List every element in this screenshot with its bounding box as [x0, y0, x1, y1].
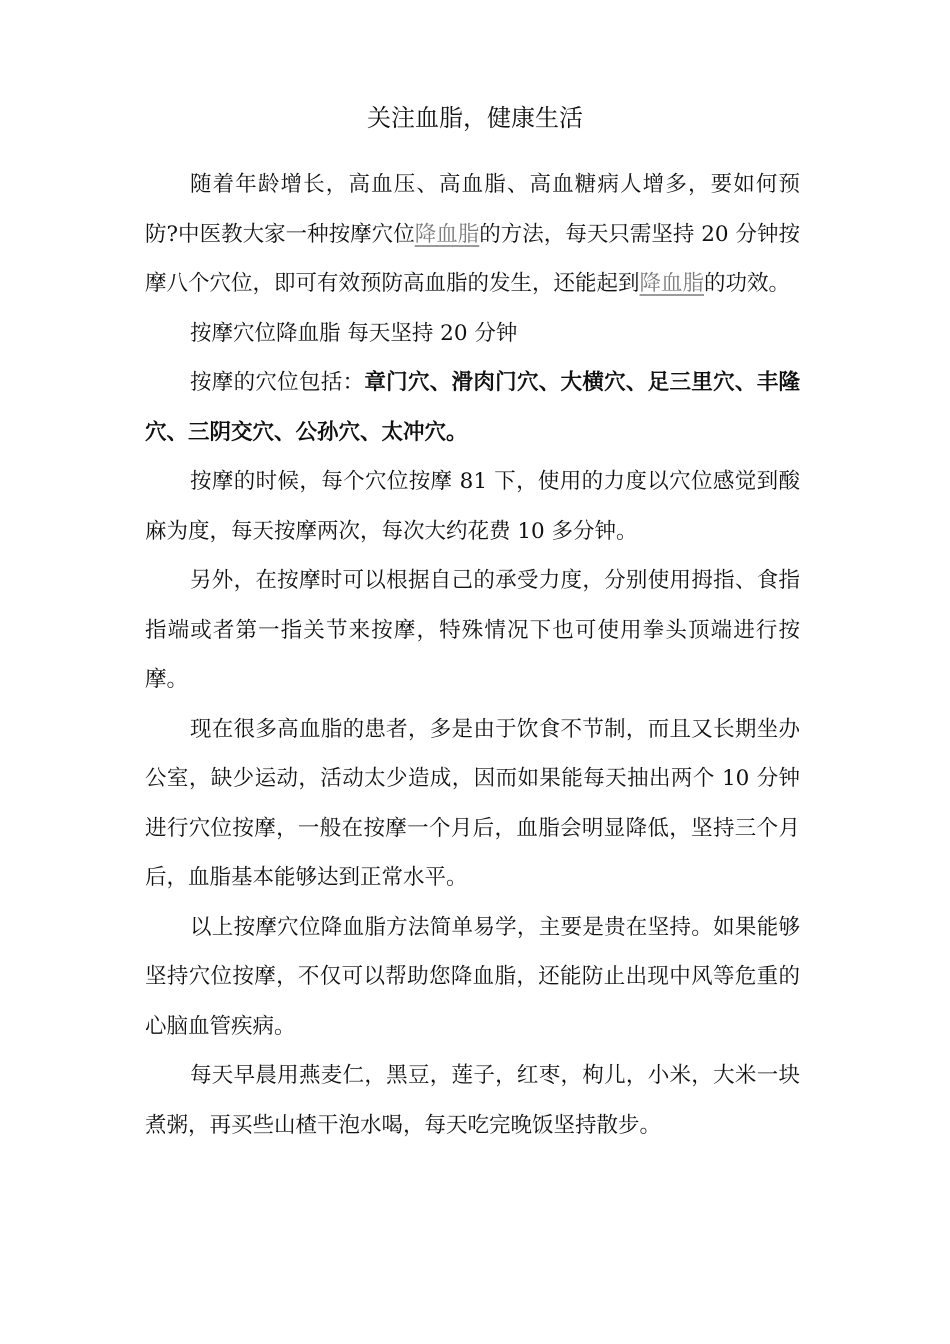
- paragraph-acupoints: [145, 358, 800, 457]
- lower-blood-lipid-link-2[interactable]: 降血脂: [639, 271, 705, 296]
- paragraph-massage-method: 按摩的时候，每个穴位按摩 81 下，使用的力度以穴位感觉到酸麻为度，每天按摩两次，每次大约花费 10 多分钟。: [145, 469, 800, 544]
- document-title: 关注血脂，健康生活: [367, 104, 583, 132]
- paragraph-intro-text-a: 随着年龄增长，高血压、高血脂、高血糖病人增多，要如何预防?中医教大家一种按摩穴位: [145, 172, 800, 247]
- paragraph-intro-text-c: 的功效。: [704, 271, 791, 296]
- document-body: [145, 160, 800, 1150]
- paragraph-massage-technique: 另外，在按摩时可以根据自己的承受力度，分别使用拇指、食指指端或者第一指关节来按摩，特殊情况下也可使用拳头顶端进行按摩。: [145, 568, 800, 692]
- acupoints-label: 按摩的穴位包括：: [190, 370, 365, 395]
- paragraph-diet: 每天早晨用燕麦仁，黑豆，莲子，红枣，枸儿，小米，大米一块煮粥，再买些山楂干泡水喝，每天吃完晚饭坚持散步。: [145, 1063, 800, 1138]
- paragraph-intro: [145, 160, 800, 309]
- lower-blood-lipid-link-1[interactable]: 降血脂: [414, 221, 480, 247]
- paragraph-subheading: 按摩穴位降血脂 每天坚持 20 分钟: [190, 320, 518, 346]
- paragraph-intro-text-b: 的方法，每天只需坚持 20 分钟按摩八个穴位，即可有效预防高血脂的发生，还能起到: [145, 221, 800, 296]
- acupoints-list: 章门穴、滑肉门穴、大横穴、足三里穴、丰隆穴、三阴交穴、公孙穴、太冲穴。: [145, 370, 800, 445]
- paragraph-summary: 以上按摩穴位降血脂方法简单易学，主要是贵在坚持。如果能够坚持穴位按摩，不仅可以帮助您降血脂，还能防止出现中风等危重的心脑血管疾病。: [145, 914, 800, 1039]
- paragraph-patients: 现在很多高血脂的患者，多是由于饮食不节制，而且又长期坐办公室，缺少运动，活动太少造成，因而如果能每天抽出两个 10 分钟进行穴位按摩，一般在按摩一个月后，血脂会明显降低，坚持三个月后，血脂基本能够达到正常水平。: [145, 716, 800, 890]
